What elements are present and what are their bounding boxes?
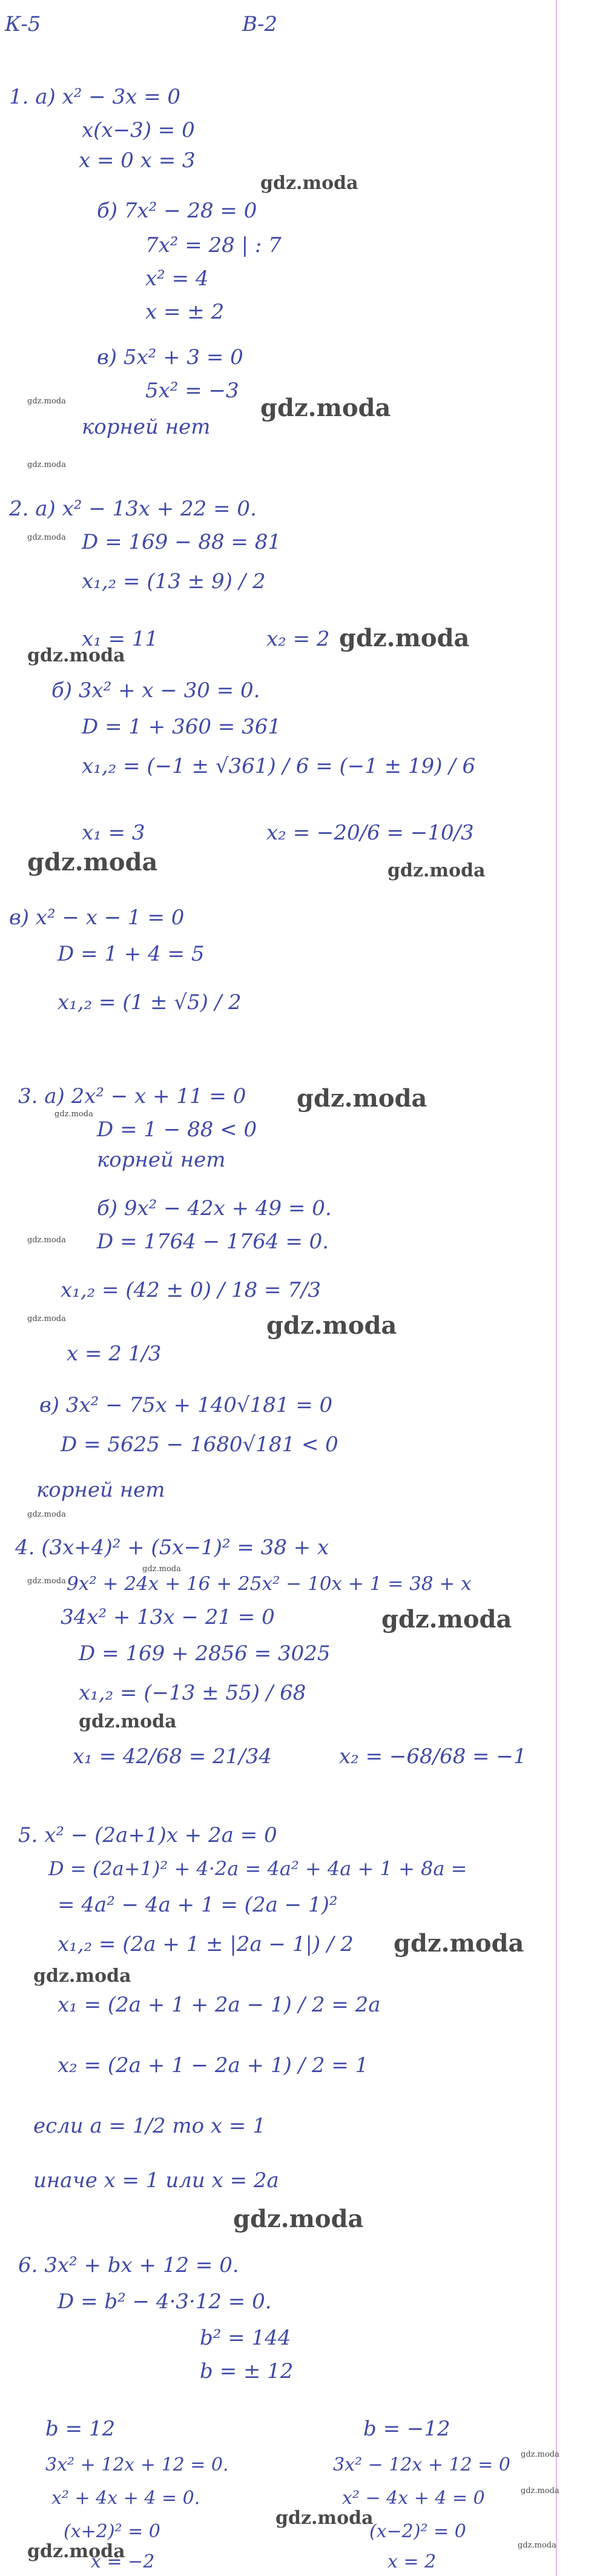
task6-line9b: x = 2 [387, 2551, 437, 2572]
task3-b-line2: D = 1764 − 1764 = 0. [97, 1230, 329, 1254]
header-option: В-2 [242, 12, 278, 36]
task4-line6b: x₂ = −68/68 = −1 [339, 1744, 527, 1769]
task5-line8: иначе x = 1 или x = 2a [33, 2168, 279, 2193]
watermark: gdz.moda [27, 848, 158, 876]
task6-line5a: b = 12 [45, 2417, 116, 2441]
task6-line6b: 3x² − 12x + 12 = 0 [333, 2454, 511, 2475]
task5-line1: 5. x² − (2a+1)x + 2a = 0 [18, 1823, 277, 1847]
watermark: gdz.moda [260, 173, 358, 194]
task5-line2: D = (2a+1)² + 4·2a = 4a² + 4a + 1 + 8a = [48, 1857, 467, 1880]
task6-line1: 6. 3x² + bx + 12 = 0. [18, 2253, 239, 2277]
task5-line3: = 4a² − 4a + 1 = (2a − 1)² [58, 1893, 338, 1917]
watermark: gdz.moda [79, 1711, 177, 1732]
task6-line6a: 3x² + 12x + 12 = 0. [45, 2454, 229, 2475]
watermark: gdz.moda [518, 2541, 556, 2550]
watermark: gdz.moda [27, 1577, 66, 1586]
watermark: gdz.moda [521, 2450, 559, 2459]
watermark: gdz.moda [521, 2486, 559, 2495]
task3-b-line3: x₁,₂ = (42 ± 0) / 18 = 7/3 [61, 1278, 321, 1302]
task6-line8b: (x−2)² = 0 [369, 2521, 466, 2542]
task4-line4: D = 169 + 2856 = 3025 [79, 1641, 331, 1666]
task2-a-line4a: x₁ = 11 [82, 627, 159, 651]
watermark: gdz.moda [54, 1110, 93, 1119]
watermark: gdz.moda [339, 624, 470, 652]
task3-a-line3: корней нет [97, 1148, 226, 1172]
task2-a-line4b: x₂ = 2 [266, 627, 330, 651]
task1-c-line2: 5x² = −3 [145, 379, 239, 403]
task6-line4: b = ± 12 [200, 2359, 294, 2383]
task6-line7a: x² + 4x + 4 = 0. [51, 2488, 200, 2509]
task3-a-line1: 3. а) 2x² − x + 11 = 0 [18, 1084, 246, 1108]
watermark: gdz.moda [33, 1965, 131, 1987]
watermark: gdz.moda [394, 1929, 524, 1958]
task3-c-line3: корней нет [36, 1478, 165, 1502]
task1-a-line3: x = 0 x = 3 [79, 148, 196, 173]
task2-a-line2: D = 169 − 88 = 81 [82, 530, 281, 554]
watermark: gdz.moda [27, 533, 66, 542]
watermark: gdz.moda [266, 1311, 397, 1340]
task4-line3: 34x² + 13x − 21 = 0 [61, 1605, 275, 1629]
watermark: gdz.moda [381, 1605, 512, 1634]
task2-c-line1: в) x² − x − 1 = 0 [9, 906, 185, 930]
task6-line9a: x = −2 [91, 2551, 155, 2572]
watermark: gdz.moda [297, 1084, 427, 1113]
task6-line3: b² = 144 [200, 2326, 291, 2350]
task2-b-line1: б) 3x² + x − 30 = 0. [51, 678, 260, 703]
watermark: gdz.moda [27, 397, 66, 406]
task3-c-line1: в) 3x² − 75x + 140√181 = 0 [39, 1393, 333, 1417]
task4-line2: 9x² + 24x + 16 + 25x² − 10x + 1 = 38 + x [67, 1573, 472, 1595]
task5-line6: x₂ = (2a + 1 − 2a + 1) / 2 = 1 [58, 2053, 369, 2078]
task2-c-line2: D = 1 + 4 = 5 [58, 942, 205, 966]
task2-a-line3: x₁,₂ = (13 ± 9) / 2 [82, 569, 266, 594]
task2-b-line4a: x₁ = 3 [82, 821, 145, 845]
task6-line2: D = b² − 4·3·12 = 0. [58, 2290, 272, 2314]
task3-a-line2: D = 1 − 88 < 0 [97, 1117, 257, 1142]
task1-c-line3: корней нет [82, 415, 211, 439]
task2-b-line4b: x₂ = −20/6 = −10/3 [266, 821, 474, 845]
watermark: gdz.moda [27, 2541, 125, 2562]
task2-a-line1: 2. а) x² − 13x + 22 = 0. [9, 497, 257, 521]
task1-b-line4: x = ± 2 [145, 300, 225, 324]
watermark: gdz.moda [27, 460, 66, 469]
task3-b-line4: x = 2 1/3 [67, 1342, 162, 1366]
task3-c-line2: D = 5625 − 1680√181 < 0 [61, 1432, 338, 1457]
task5-line7: если a = 1/2 то x = 1 [33, 2114, 266, 2138]
task6-line5b: b = −12 [363, 2417, 450, 2441]
task1-a-line2: x(x−3) = 0 [82, 118, 195, 142]
watermark: gdz.moda [387, 860, 486, 881]
task2-b-line3: x₁,₂ = (−1 ± √361) / 6 = (−1 ± 19) / 6 [82, 754, 476, 778]
task5-line5: x₁ = (2a + 1 + 2a − 1) / 2 = 2a [58, 1993, 381, 2017]
task2-b-line2: D = 1 + 360 = 361 [82, 715, 281, 739]
task1-b-line2: 7x² = 28 | : 7 [145, 233, 282, 257]
task6-line7b: x² − 4x + 4 = 0 [342, 2488, 485, 2509]
task3-b-line1: б) 9x² − 42x + 49 = 0. [97, 1196, 332, 1220]
watermark: gdz.moda [260, 394, 391, 422]
task6-line8a: (x+2)² = 0 [64, 2521, 160, 2542]
task1-b-line1: б) 7x² − 28 = 0 [97, 199, 257, 223]
watermark: gdz.moda [142, 1564, 181, 1574]
task1-a-line1: 1. а) x² − 3x = 0 [9, 85, 181, 109]
watermark: gdz.moda [275, 2508, 374, 2529]
task4-line6a: x₁ = 42/68 = 21/34 [73, 1744, 272, 1769]
task4-line5: x₁,₂ = (−13 ± 55) / 68 [79, 1681, 306, 1705]
watermark: gdz.moda [27, 645, 125, 666]
task1-b-line3: x² = 4 [145, 267, 209, 291]
task4-line1: 4. (3x+4)² + (5x−1)² = 38 + x [15, 1535, 329, 1560]
margin-line [556, 0, 557, 2576]
watermark: gdz.moda [27, 1314, 66, 1323]
task2-c-line3: x₁,₂ = (1 ± √5) / 2 [58, 990, 242, 1015]
watermark: gdz.moda [27, 1510, 66, 1519]
task1-c-line1: в) 5x² + 3 = 0 [97, 345, 243, 369]
watermark: gdz.moda [233, 2205, 364, 2233]
task5-line4: x₁,₂ = (2a + 1 ± |2a − 1|) / 2 [58, 1932, 354, 1956]
watermark: gdz.moda [27, 1236, 66, 1245]
header-variant: К-5 [5, 12, 41, 36]
